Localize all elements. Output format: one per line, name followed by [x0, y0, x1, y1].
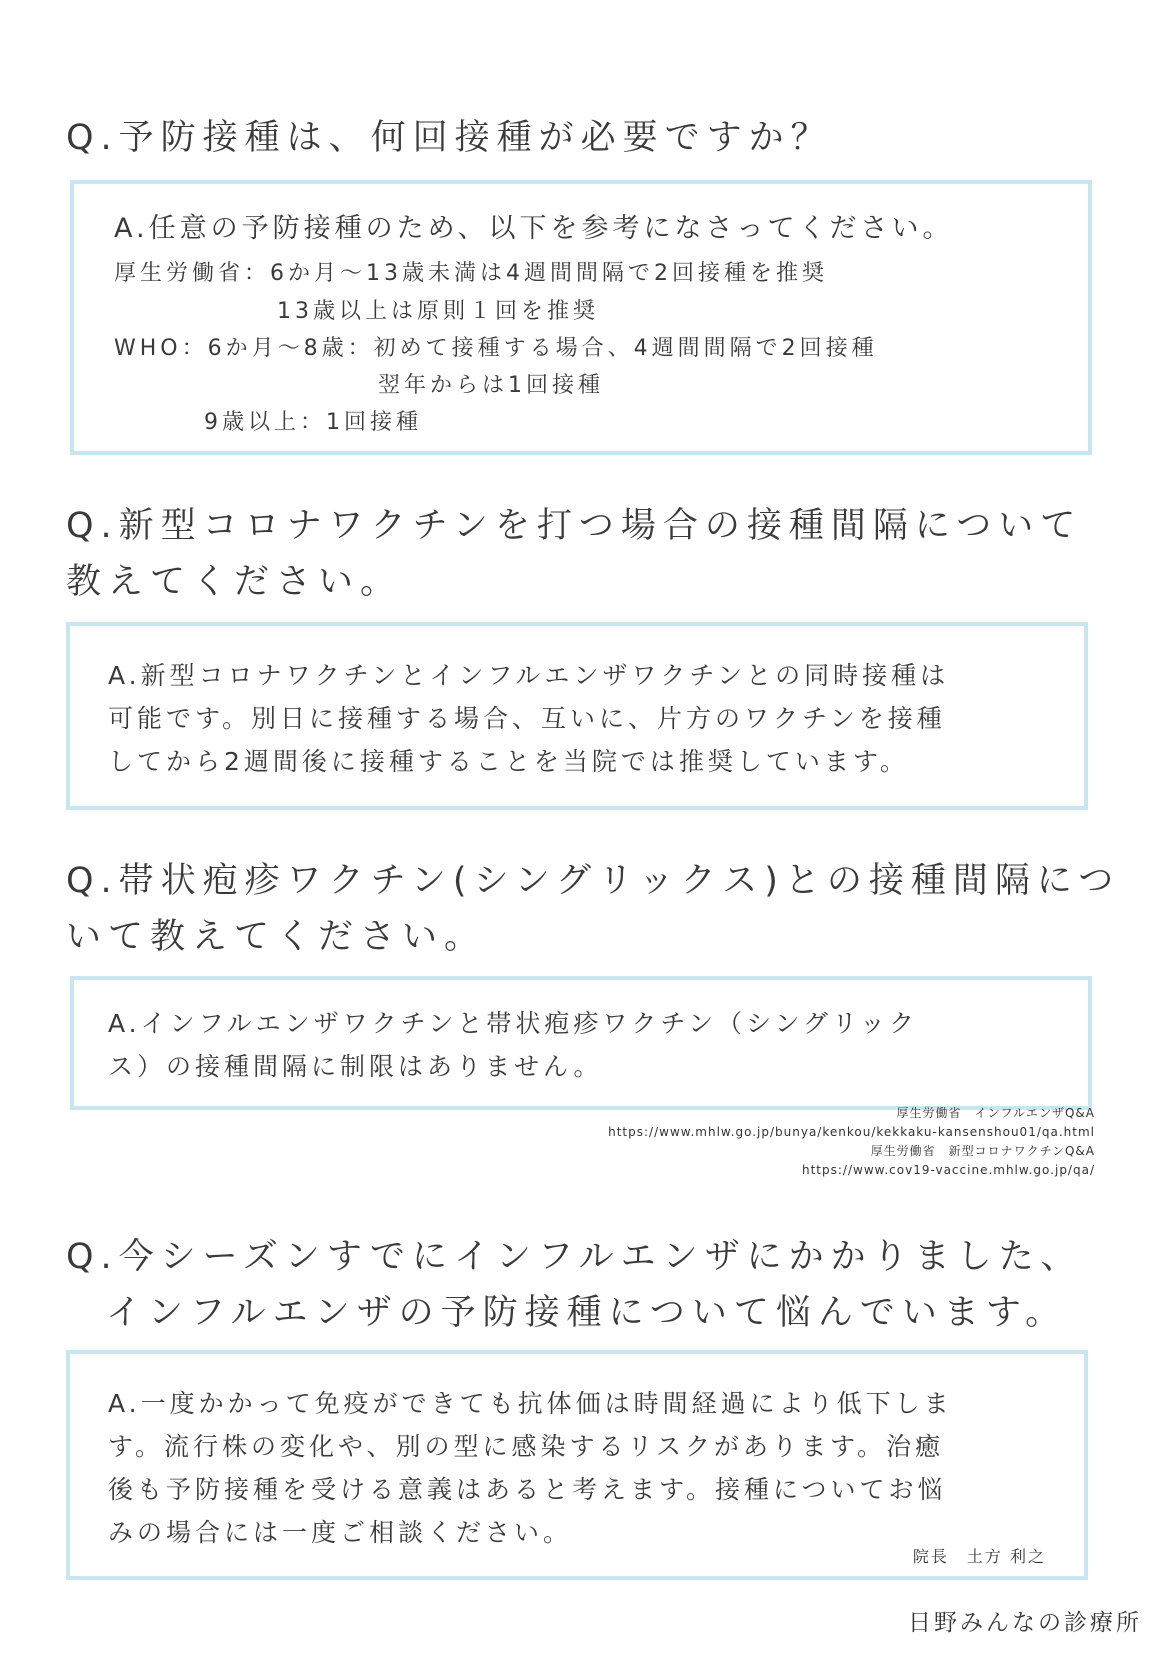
- reference-1-url[interactable]: https://www.mhlw.go.jp/bunya/kenkou/kekkaku-kansenshou01/qa.html: [608, 1125, 1095, 1139]
- question-4-line-2: インフルエンザの予防接種について悩んでいます。: [106, 1293, 1068, 1333]
- reference-1: 厚生労働省 インフルエンザQ&A: [896, 1106, 1095, 1120]
- answer-1-line-3: 13歳以上は原則１回を推奨: [277, 299, 599, 324]
- reference-2-url[interactable]: https://www.cov19-vaccine.mhlw.go.jp/qa/: [801, 1163, 1095, 1177]
- answer-1-line-4: WHO：6か月～8歳：初めて接種する場合、4週間間隔で2回接種: [114, 336, 878, 361]
- answer-3-line-1: A.インフルエンザワクチンと帯状疱疹ワクチン（シングリック: [108, 1009, 918, 1038]
- answer-1-line-1: A.任意の予防接種のため、以下を参考になさってください。: [114, 213, 954, 244]
- question-3-line-1: Q.帯状疱疹ワクチン(シングリックス)との接種間隔につ: [66, 861, 1121, 901]
- answer-4-line-4: みの場合には一度ご相談ください。: [108, 1518, 573, 1547]
- answer-1-line-6: 9歳以上：1回接種: [204, 410, 422, 435]
- question-1: Q.予防接種は、何回接種が必要ですか？: [66, 118, 833, 158]
- reference-2: 厚生労働省 新型コロナワクチンQ&A: [870, 1144, 1095, 1158]
- question-2-line-1: Q.新型コロナワクチンを打つ場合の接種間隔について: [66, 506, 1083, 546]
- references: [608, 1104, 1095, 1180]
- clinic-name: 日野みんなの診療所: [908, 1610, 1142, 1636]
- answer-4-line-3: 後も予防接種を受ける意義はあると考えます。接種についてお悩: [108, 1475, 947, 1504]
- answer-box-2: [66, 622, 1088, 810]
- answer-4-line-2: す。流行株の変化や、別の型に感染するリスクがあります。治癒: [108, 1432, 945, 1461]
- answer-1-line-2: 厚生労働省：6か月～13歳未満は4週間間隔で2回接種を推奨: [114, 261, 828, 286]
- answer-2-line-3: してから2週間後に接種することを当院では推奨しています。: [108, 747, 909, 776]
- question-4-line-1: Q.今シーズンすでにインフルエンザにかかりました、: [66, 1237, 1083, 1277]
- answer-1-line-5: 翌年からは1回接種: [378, 373, 604, 398]
- answer-4-line-1: A.一度かかって免疫ができても抗体価は時間経過により低下しま: [108, 1389, 953, 1418]
- answer-3-line-2: ス）の接種間隔に制限はありません。: [108, 1052, 603, 1081]
- question-2-line-2: 教えてください。: [66, 562, 403, 602]
- answer-box-3: [70, 976, 1092, 1110]
- answer-2-line-2: 可能です。別日に接種する場合、互いに、片方のワクチンを接種: [108, 704, 946, 733]
- answer-box-4: [66, 1350, 1088, 1580]
- answer-2-line-1: A.新型コロナワクチンとインフルエンザワクチンとの同時接種は: [108, 661, 950, 690]
- question-3-line-2: いて教えてください。: [66, 917, 487, 957]
- director-signature: 院長 土方 利之: [912, 1547, 1046, 1566]
- answer-box-1: [70, 180, 1092, 455]
